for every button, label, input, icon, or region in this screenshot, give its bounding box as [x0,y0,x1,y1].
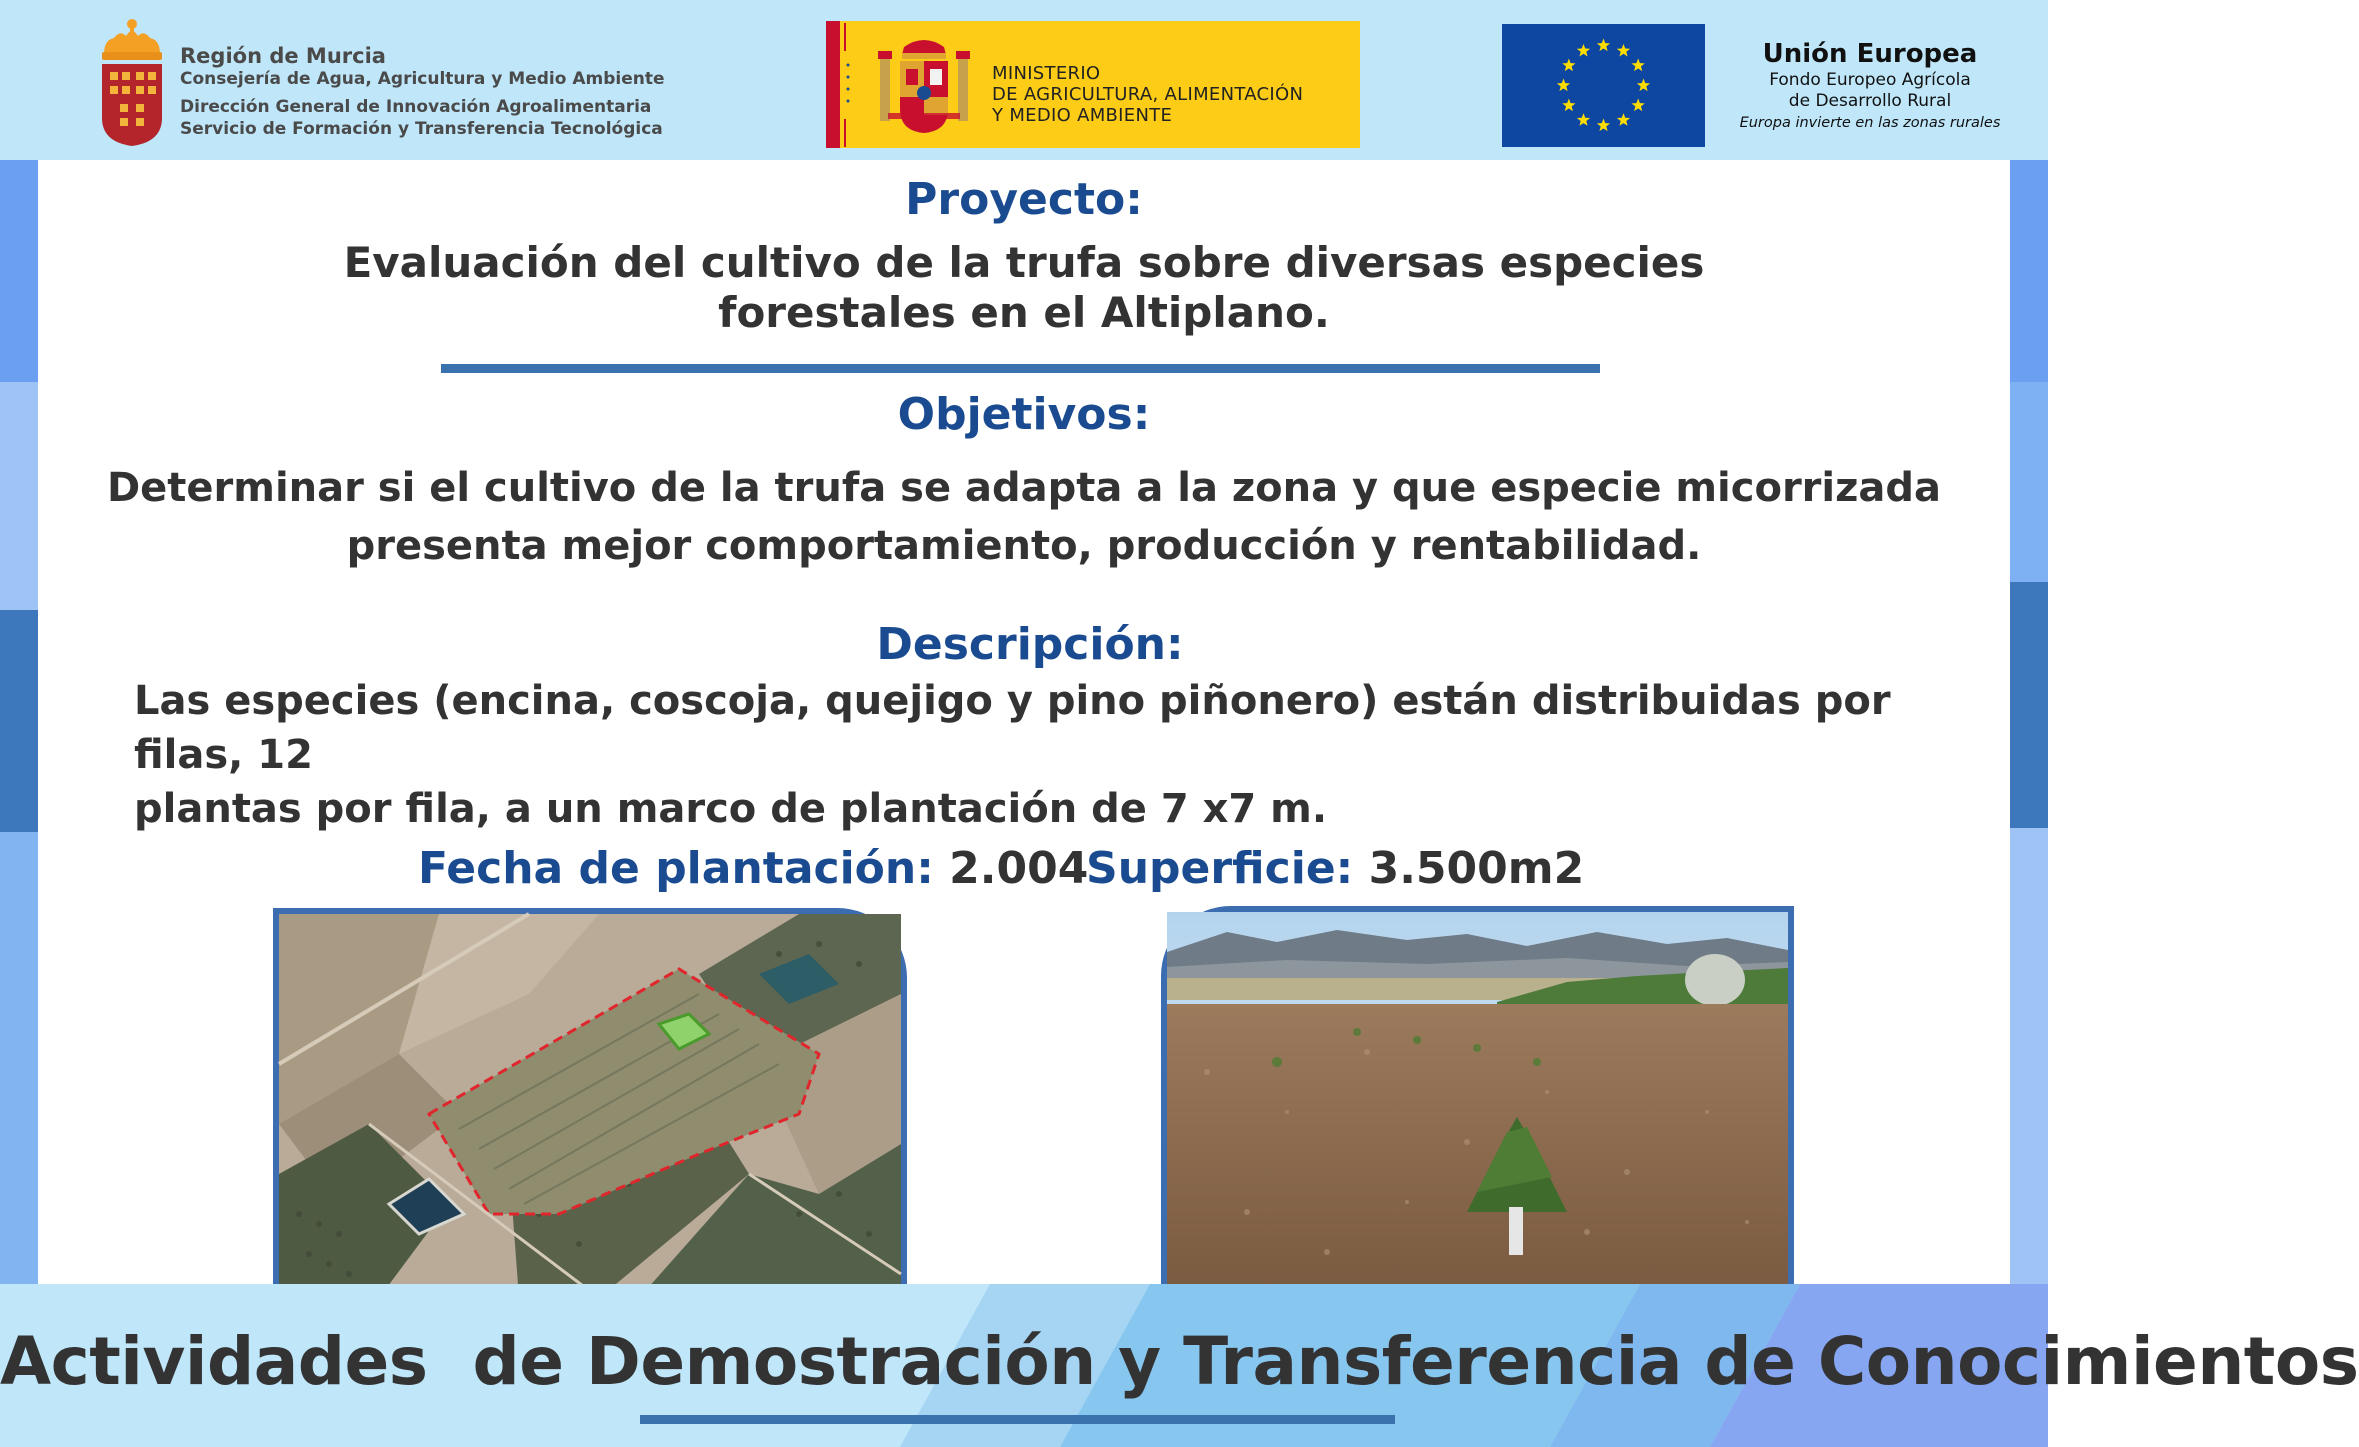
field-photo [1161,906,1794,1298]
eu-fund-line1: Fondo Europeo Agrícola [1769,70,1971,90]
ministry-line3: Y MEDIO AMBIENTE [992,105,1173,126]
header [0,0,2048,160]
murcia-crest-icon [96,14,168,148]
objectives-line2: presenta mejor comportamiento, producción y rentabilidad. [346,523,1702,569]
side-bar-right [2010,828,2048,1284]
surface-area-value: 3.500m2 [1368,843,1585,894]
planting-date-label: Fecha de plantación: [418,843,934,894]
murcia-service: Servicio de Formación y Transferencia Tecnológica [180,119,663,139]
side-bar-left [0,832,38,1284]
ministry-line2: DE AGRICULTURA, ALIMENTACIÓN [992,84,1304,105]
surface-area-label: Superficie: [1086,843,1354,894]
eu-motto: Europa invierte en las zonas rurales [1739,115,2001,131]
objectives-heading: Objetivos: [897,389,1151,440]
surface-area [1086,842,1584,896]
murcia-department: Consejería de Agua, Agricultura y Medio Ambiente [180,69,665,89]
spain-flag-icon [826,21,860,148]
eu-fund-line2: de Desarrollo Rural [1788,91,1952,111]
project-title-line1: Evaluación del cultivo de la trufa sobre diversas especies [343,238,1705,287]
eu-fund-text [1730,38,2010,134]
spain-shield-icon [874,33,974,137]
description-line1: Las especies (encina, coscoja, quejigo y pino piñonero) están distribuidas por filas, 12 [134,678,1891,778]
eu-flag-icon [1502,24,1705,147]
project-divider [441,364,1600,373]
footer-title: Actividades de Demostración y Transferencia de Conocimientos [0,1323,2359,1400]
murcia-directorate: Dirección General de Innovación Agroalimentaria [180,97,652,117]
planting-date-value: 2.004 [949,843,1089,894]
aerial-photo [273,908,907,1304]
project-heading: Proyecto: [905,174,1143,225]
description-heading: Descripción: [876,619,1184,670]
project-title-line2: forestales en el Altiplano. [718,288,1330,337]
ministry-line1: MINISTERIO [992,63,1101,84]
aerial-photo-image [279,914,901,1298]
murcia-institution-text [180,44,740,140]
footer-divider [640,1415,1395,1424]
description-line2: plantas por fila, a un marco de plantación de 7 x7 m. [134,786,1328,832]
ministry-logo [826,21,1360,148]
planting-date [418,842,1088,896]
description-text [134,674,1934,836]
eu-title: Unión Europea [1762,39,1978,69]
ministry-name [992,63,1303,126]
murcia-region-name: Región de Murcia [180,44,386,68]
field-photo-image [1167,912,1788,1292]
objectives-line1: Determinar si el cultivo de la trufa se adapta a la zona y que especie micorrizada [106,465,1942,511]
footer [0,1284,2359,1447]
